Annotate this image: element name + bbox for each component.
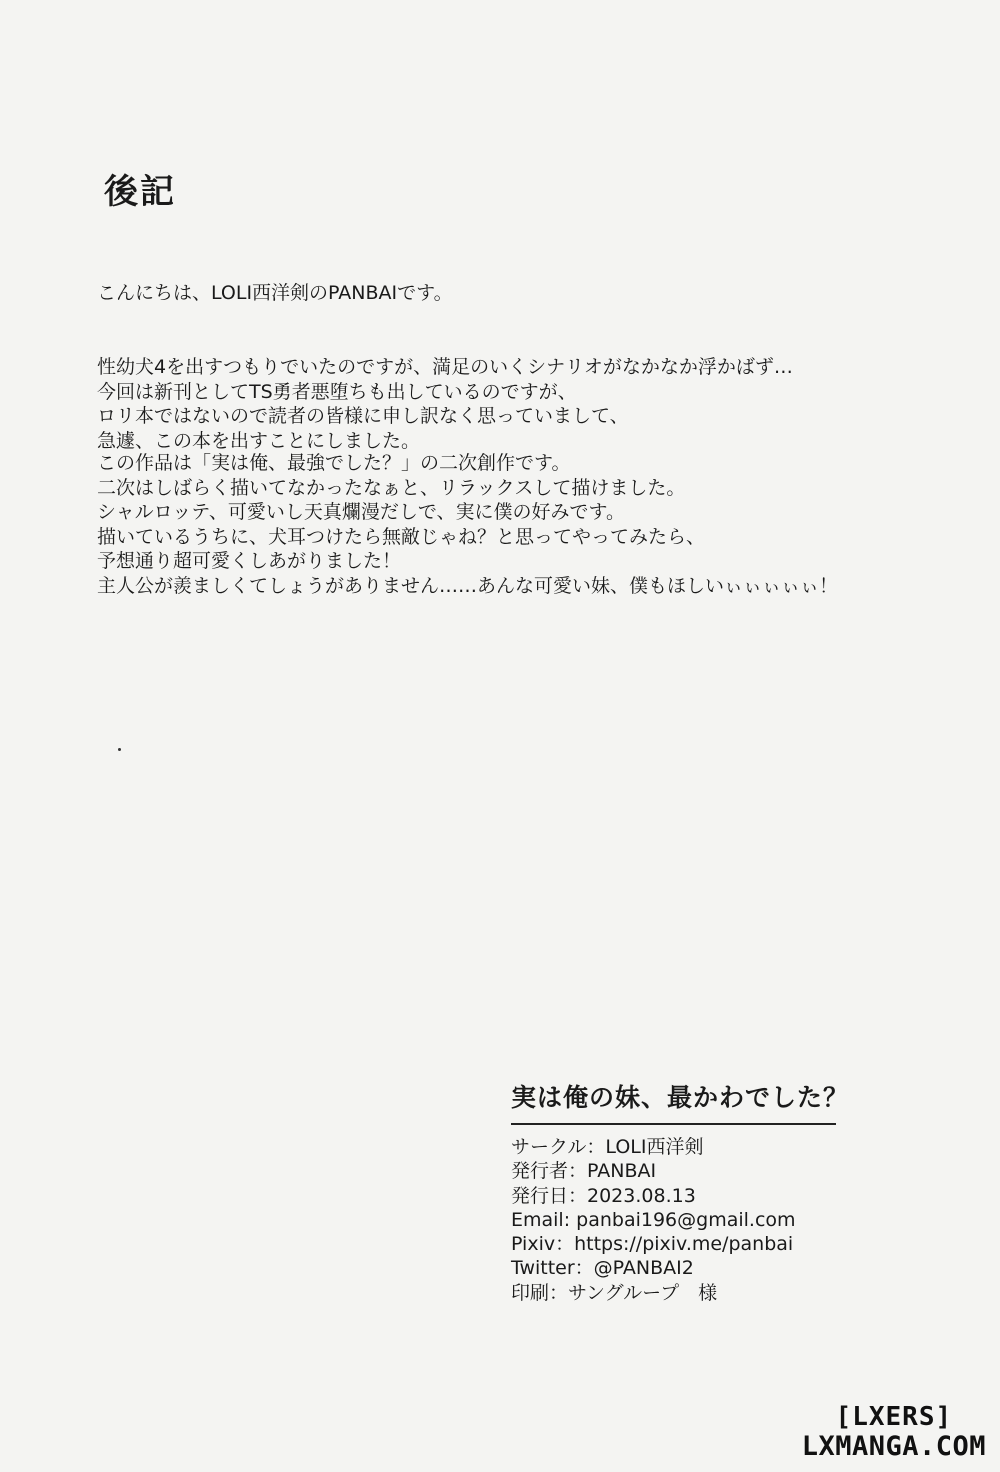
text-line: シャルロッテ、可愛いし天真爛漫だしで、実に僕の好みです。 — [97, 501, 626, 523]
book-title: 実は俺の妹、最かわでした？ — [511, 1083, 850, 1112]
text-line: 急遽、この本を出すことにしました。 — [97, 429, 421, 452]
paragraph-reason — [97, 355, 793, 453]
info-printer: 印刷：サングループ 様 — [511, 1281, 718, 1304]
info-twitter: Twitter：@PANBAI2 — [511, 1257, 694, 1280]
watermark — [802, 1404, 986, 1460]
text-line: ロリ本ではないので読者の皆様に申し訳なく思っていまして、 — [97, 405, 629, 427]
watermark-top: [LXERS] — [835, 1402, 953, 1432]
info-date: 発行日：2023.08.13 — [511, 1184, 696, 1207]
text-line: 予想通り超可愛くしあがりました！ — [97, 550, 402, 572]
text-line: この作品は「実は俺、最強でした？」の二次創作です。 — [97, 452, 571, 474]
text-line: 性幼犬4を出すつもりでいたのですが、満足のいくシナリオがなかなか浮かばず… — [97, 356, 793, 378]
text-line: 二次はしばらく描いてなかったなぁと、リラックスして描けました。 — [97, 476, 686, 499]
page-title: 後記 — [104, 172, 176, 212]
stray-dot — [118, 748, 121, 751]
publication-info — [511, 1135, 849, 1305]
paragraph-greeting — [97, 281, 453, 306]
divider — [511, 1123, 836, 1125]
info-email: Email: panbai196@gmail.com — [511, 1208, 796, 1231]
text-line: こんにちは、LOLI西洋剣のPANBAIです。 — [97, 282, 453, 304]
text-line: 描いているうちに、犬耳つけたら無敵じゃね？と思ってやってみたら、 — [97, 525, 706, 548]
watermark-bottom: LXMANGA.COM — [801, 1431, 986, 1462]
paragraph-about-work — [97, 451, 838, 598]
text-line: 主人公が羨ましくてしょうがありません……あんな可愛い妹、僕もほしいぃぃぃぃぃ！ — [97, 574, 839, 597]
info-circle: サークル：LOLI西洋剣 — [511, 1136, 704, 1158]
info-pixiv: Pixiv：https://pixiv.me/panbai — [511, 1233, 794, 1256]
colophon — [511, 1078, 849, 1305]
info-publisher: 発行者：PANBAI — [511, 1160, 657, 1183]
text-line: 今回は新刊としてTS勇者悪堕ちも出しているのですが、 — [97, 380, 577, 403]
